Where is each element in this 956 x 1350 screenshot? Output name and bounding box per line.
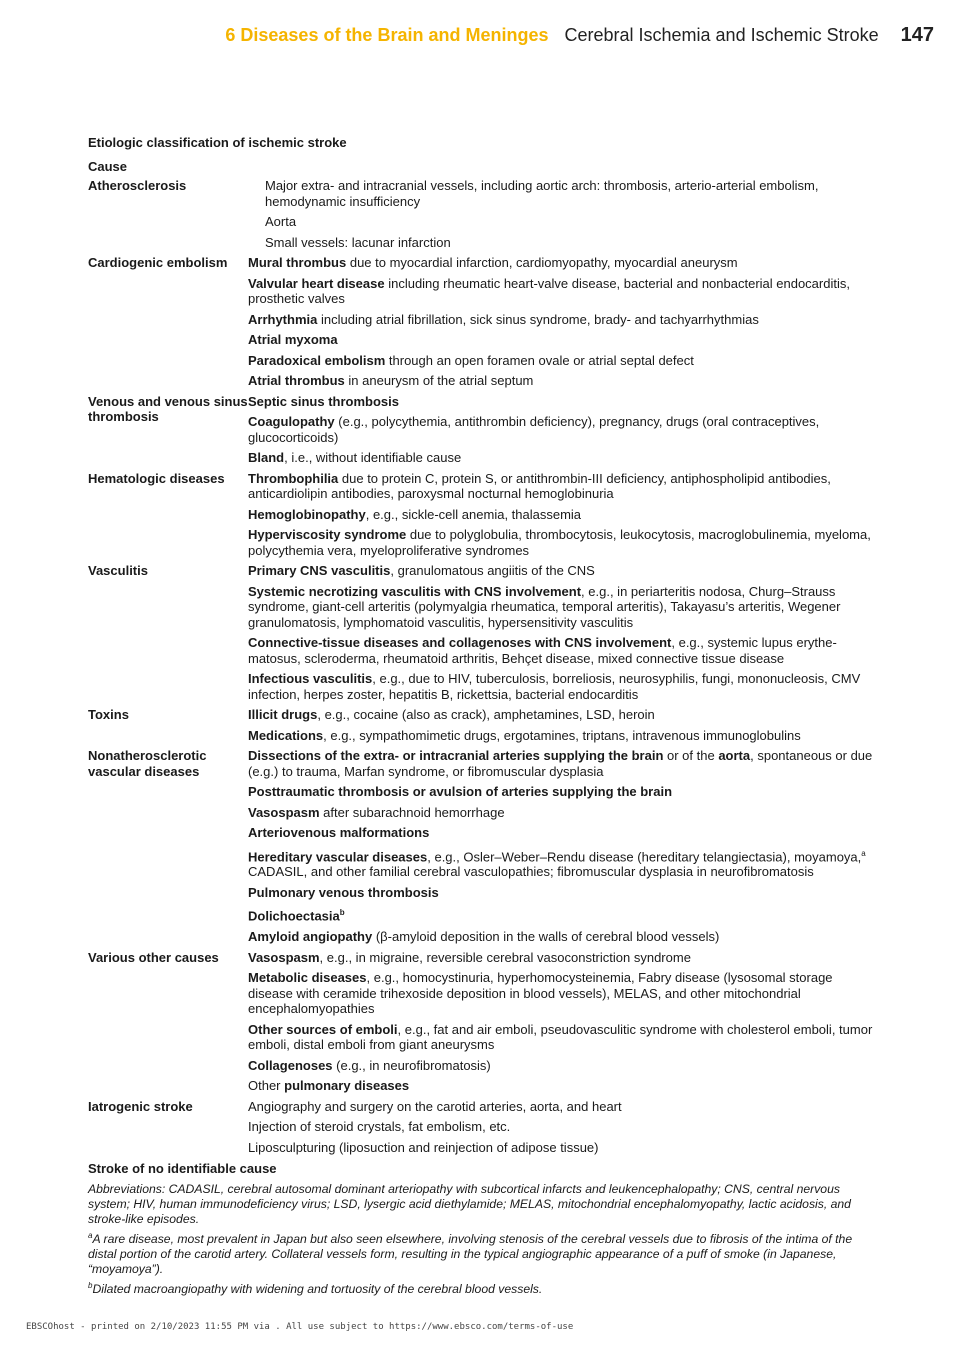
cause-name: Nonatherosclerotic vascular diseases (88, 748, 207, 779)
cause-details (248, 748, 878, 950)
bold-term: Hereditary vascular diseases (248, 848, 428, 864)
bold-term: Infectious vasculitis (248, 671, 373, 686)
bold-term: Arrhythmia (248, 311, 318, 327)
classification-table (88, 135, 878, 1298)
bold-term: Paradoxical embolism (248, 352, 386, 368)
cause-name: Venous and venous sinus thrombosis (88, 393, 248, 424)
cause-name: Atherosclerosis (88, 178, 187, 193)
cause-name: Cardiogenic embolism (88, 255, 228, 270)
bold-term: Vasospasm (248, 949, 320, 965)
bold-term: Arteriovenous malformations (248, 825, 430, 840)
detail-text: , spontaneous or due (e.g.) to trauma, Marfan syndrome, or fibromuscular dysplasia (248, 748, 873, 779)
bold-term: Illicit drugs (248, 707, 318, 722)
cause-detail-item (248, 728, 878, 744)
cause-group (88, 1099, 878, 1161)
bold-term: Mural thrombus (248, 255, 347, 270)
detail-text: , e.g., in migraine, reversible cerebral vasoconstriction syndrome (319, 949, 691, 965)
cause-column-heading: Cause (88, 158, 128, 174)
detail-text: in aneurysm of the atrial septum (344, 373, 534, 388)
cause-details (248, 707, 878, 748)
cause-details (248, 394, 878, 471)
cause-detail-item (248, 885, 878, 901)
cause-detail-item (248, 312, 878, 328)
cause-detail-item (248, 235, 878, 251)
bold-term: Hyperviscosity syndrome (248, 527, 407, 542)
bold-term: b (339, 908, 345, 918)
detail-text: , e.g., sickle-cell anemia, thalassemia (365, 506, 582, 522)
cause-detail-item (248, 584, 878, 631)
cause-detail-item (248, 276, 878, 307)
cause-name: Vasculitis (88, 563, 148, 578)
cause-details (248, 178, 878, 255)
cause-detail-item (248, 394, 878, 410)
detail-text: CADASIL, and other familial cerebral vasculopathies; fibromuscular dysplasia in neurofibromatosis (248, 864, 814, 880)
detail-text: including rheumatic heart-valve disease, bacterial and nonbacterial endocarditis, prosthetic valves (248, 275, 850, 306)
footnote-mark: a (88, 1230, 93, 1240)
bold-term: Pulmonary venous thrombosis (248, 884, 439, 900)
bold-term: Systemic necrotizing vasculitis with CNS involvement (248, 583, 582, 599)
detail-text: due to myocardial infarction, cardiomyopathy, myocardial aneurysm (346, 255, 738, 270)
detail-text: , e.g., in periarteritis nodosa, Churg–Strauss syndrome, giant-cell arteritis (polymyalgia rheumatica, temporal arteritis), Takayasu’s arteritis, Wegener granulomatosis, lymphomatoid vasculitis, hypersensitivity vasculitis (248, 583, 841, 630)
cause-detail-item (248, 1140, 878, 1156)
cause-detail-item (248, 332, 878, 348)
cause-detail-item (248, 563, 878, 579)
cause-detail-item (248, 784, 878, 800)
cause-detail-item (248, 414, 878, 445)
detail-text: or of the (663, 748, 719, 763)
cause-detail-item (248, 805, 878, 821)
cause-detail-item (248, 353, 878, 369)
cause-detail-item (248, 1058, 878, 1074)
bold-term: aorta (718, 748, 751, 763)
detail-text: Liposculpturing (liposuction and reinjection of adipose tissue) (248, 1139, 599, 1155)
bold-term: Connective-tissue diseases and collagenoses with CNS involvement (248, 635, 672, 650)
cause-group (88, 471, 878, 564)
detail-text: , e.g., sympathomimetic drugs, ergotamines, triptans, intravenous immunoglobulins (323, 727, 801, 743)
footnote-text: Dilated macroangiopathy with widening and tortuosity of the cerebral blood vessels. (92, 1281, 543, 1296)
cause-group (88, 748, 878, 950)
cause-group (88, 950, 878, 1099)
bold-term: Atrial thrombus (248, 373, 345, 388)
section-title: Cerebral Ischemia and Ischemic Stroke (564, 25, 879, 45)
cause-groups (88, 178, 878, 1160)
cause-details (248, 255, 878, 394)
cause-detail-item (248, 1022, 878, 1053)
running-header (225, 24, 934, 47)
bold-term: Septic sinus thrombosis (248, 393, 399, 409)
bold-term: Posttraumatic thrombosis or avulsion of arteries supplying the brain (248, 784, 673, 799)
detail-text: , e.g., Osler–Weber–Rendu disease (hereditary telangiectasia), moyamoya, (427, 848, 862, 864)
cause-detail-item (248, 1099, 878, 1115)
cause-name: Toxins (88, 707, 129, 722)
cause-detail-item (248, 1119, 878, 1135)
cause-details (248, 1099, 878, 1161)
footnote (88, 1228, 878, 1277)
cause-detail-item (248, 970, 878, 1017)
bold-term: Collagenoses (248, 1057, 333, 1073)
cause-group (88, 707, 878, 748)
cause-detail-item (248, 748, 878, 779)
detail-text: , e.g., fat and air emboli, pseudovasculitic syndrome with cholesterol emboli, tumor emboli, distal emboli from giant aneurysms (248, 1021, 873, 1053)
detail-text: a (861, 848, 866, 858)
bold-term: Coagulopathy (248, 414, 335, 429)
bold-term: Primary CNS vasculitis (248, 563, 391, 578)
bold-term: pulmonary diseases (284, 1078, 410, 1094)
cause-detail-item (248, 255, 878, 271)
bold-term: Medications (248, 727, 324, 743)
bold-term: Thrombophilia (248, 470, 339, 486)
cause-detail-item (248, 471, 878, 502)
detail-text: due to polyglobulia, thrombocytosis, leukocytosis, macroglobulinemia, myeloma, polycythemia vera, myeloproliferative syndromes (248, 527, 871, 558)
cause-detail-item (248, 846, 878, 880)
bold-term: Amyloid angiopathy (248, 929, 373, 945)
cause-details (248, 950, 878, 1099)
cause-detail-item (248, 214, 878, 230)
detail-text: Small vessels: lacunar infarction (265, 234, 451, 250)
cause-name: Various other causes (88, 949, 219, 965)
detail-text: , e.g., cocaine (also as crack), amphetamines, LSD, heroin (317, 707, 655, 722)
detail-text: Injection of steroid crystals, fat embolism, etc. (248, 1119, 511, 1135)
bold-term: Other sources of emboli (248, 1021, 398, 1037)
detail-text: due to protein C, protein S, or antithrombin-III deficiency, antiphospholipid antibodies, anticardiolipin antibodies, paroxysmal nocturnal hemoglobinuria (248, 470, 831, 501)
cause-detail-item (248, 507, 878, 523)
detail-text: , e.g., due to HIV, tuberculosis, borreliosis, neurosyphilis, fungi, mononucleosis, CMV infection, herpes zoster, hepatitis B, rickettsia, bacterial endocarditis (248, 671, 861, 702)
detail-text: Angiography and surgery on the carotid arteries, aorta, and heart (248, 1098, 622, 1114)
cause-name: Hematologic diseases (88, 470, 225, 486)
cause-group (88, 178, 878, 255)
detail-text: , e.g., systemic lupus erythe-matosus, scleroderma, rheumatoid arthritis, Behçet disease, mixed connective tissue disease (248, 635, 837, 666)
cause-detail-item (248, 527, 878, 558)
cause-detail-item (248, 707, 878, 723)
cause-detail-item (248, 178, 878, 209)
footnotes (88, 1228, 878, 1297)
detail-text: Major extra- and intracranial vessels, including aortic arch: thrombosis, arterio-arterial embolism, hemodynamic insufficiency (265, 178, 819, 209)
final-row: Stroke of no identifiable cause (88, 1161, 277, 1177)
cause-detail-item (248, 1078, 878, 1094)
detail-text: , granulomatous angiitis of the CNS (390, 563, 595, 578)
cause-detail-item (248, 905, 878, 924)
cause-group (88, 563, 878, 707)
cause-detail-item (248, 950, 878, 966)
table-notes (88, 1182, 878, 1297)
footnote-mark: b (88, 1280, 93, 1290)
page-number: 147 (900, 24, 934, 46)
detail-text: Other (248, 1078, 285, 1094)
bold-term: Valvular heart disease (248, 275, 385, 291)
bold-term: Bland (248, 450, 285, 465)
detail-text: through an open foramen ovale or atrial septal defect (385, 352, 694, 368)
detail-text: (e.g., polycythemia, antithrombin deficiency), pregnancy, drugs (oral contraceptives, glucocorticoids) (248, 414, 820, 445)
cause-name: Iatrogenic stroke (88, 1098, 193, 1114)
bold-term: Dolichoectasia (248, 908, 340, 924)
table-title: Etiologic classification of ischemic stroke (88, 135, 347, 150)
bold-term: Hemoglobinopathy (248, 506, 366, 522)
cause-details (248, 563, 878, 707)
cause-detail-item (248, 635, 878, 666)
cause-detail-item (248, 929, 878, 945)
print-footer: EBSCOhost - printed on 2/10/2023 11:55 PM via . All use subject to https://www.ebsco.com/terms-of-use (26, 1322, 574, 1332)
cause-detail-item (248, 373, 878, 389)
detail-text: including atrial fibrillation, sick sinus syndrome, brady- and tachyarrhythmias (317, 311, 759, 327)
cause-detail-item (248, 825, 878, 841)
bold-term: Atrial myxoma (248, 332, 338, 347)
detail-text: Aorta (265, 214, 297, 229)
abbreviations-note: Abbreviations: CADASIL, cerebral autosomal dominant arteriopathy with subcortical infarcts and leukencephalopathy; CNS, central nervous system; HIV, human immunodeficiency virus; LSD, lysergic acid diethylamide; MELAS, mitochondrial encephalomyopathy, lactic acidosis, and stroke-like episodes. (88, 1181, 851, 1226)
bold-term: Metabolic diseases (248, 970, 367, 986)
bold-term: Vasospasm (248, 804, 320, 820)
detail-text: (e.g., in neurofibromatosis) (332, 1057, 491, 1073)
bold-term: Dissections of the extra- or intracranial arteries supplying the brain (248, 748, 664, 763)
detail-text: , i.e., without identifiable cause (284, 450, 462, 465)
detail-text: , e.g., homocystinuria, hyperhomocysteinemia, Fabry disease (lysosomal storage disease with ceramide trihexoside deposition in blood vessels), MELAS, and other mitochondrial encephalomyopathies (248, 970, 833, 1017)
footnote-text: A rare disease, most prevalent in Japan but also seen elsewhere, involving stenosis of the cerebral vessels due to fibrosis of the intima of the distal portion of the carotid artery. Collateral vessels form, resulting in the typical angiographic appearance of a puff of smoke (in Japanese, “moyamoya”). (88, 1231, 853, 1276)
chapter-title: 6 Diseases of the Brain and Meninges (225, 25, 549, 45)
detail-text: (β-amyloid deposition in the walls of cerebral blood vessels) (372, 929, 720, 945)
cause-detail-item (248, 671, 878, 702)
detail-text: after subarachnoid hemorrhage (319, 804, 505, 820)
cause-details (248, 471, 878, 564)
cause-group (88, 394, 878, 471)
cause-group (88, 255, 878, 394)
cause-detail-item (248, 450, 878, 466)
footnote (88, 1278, 878, 1297)
